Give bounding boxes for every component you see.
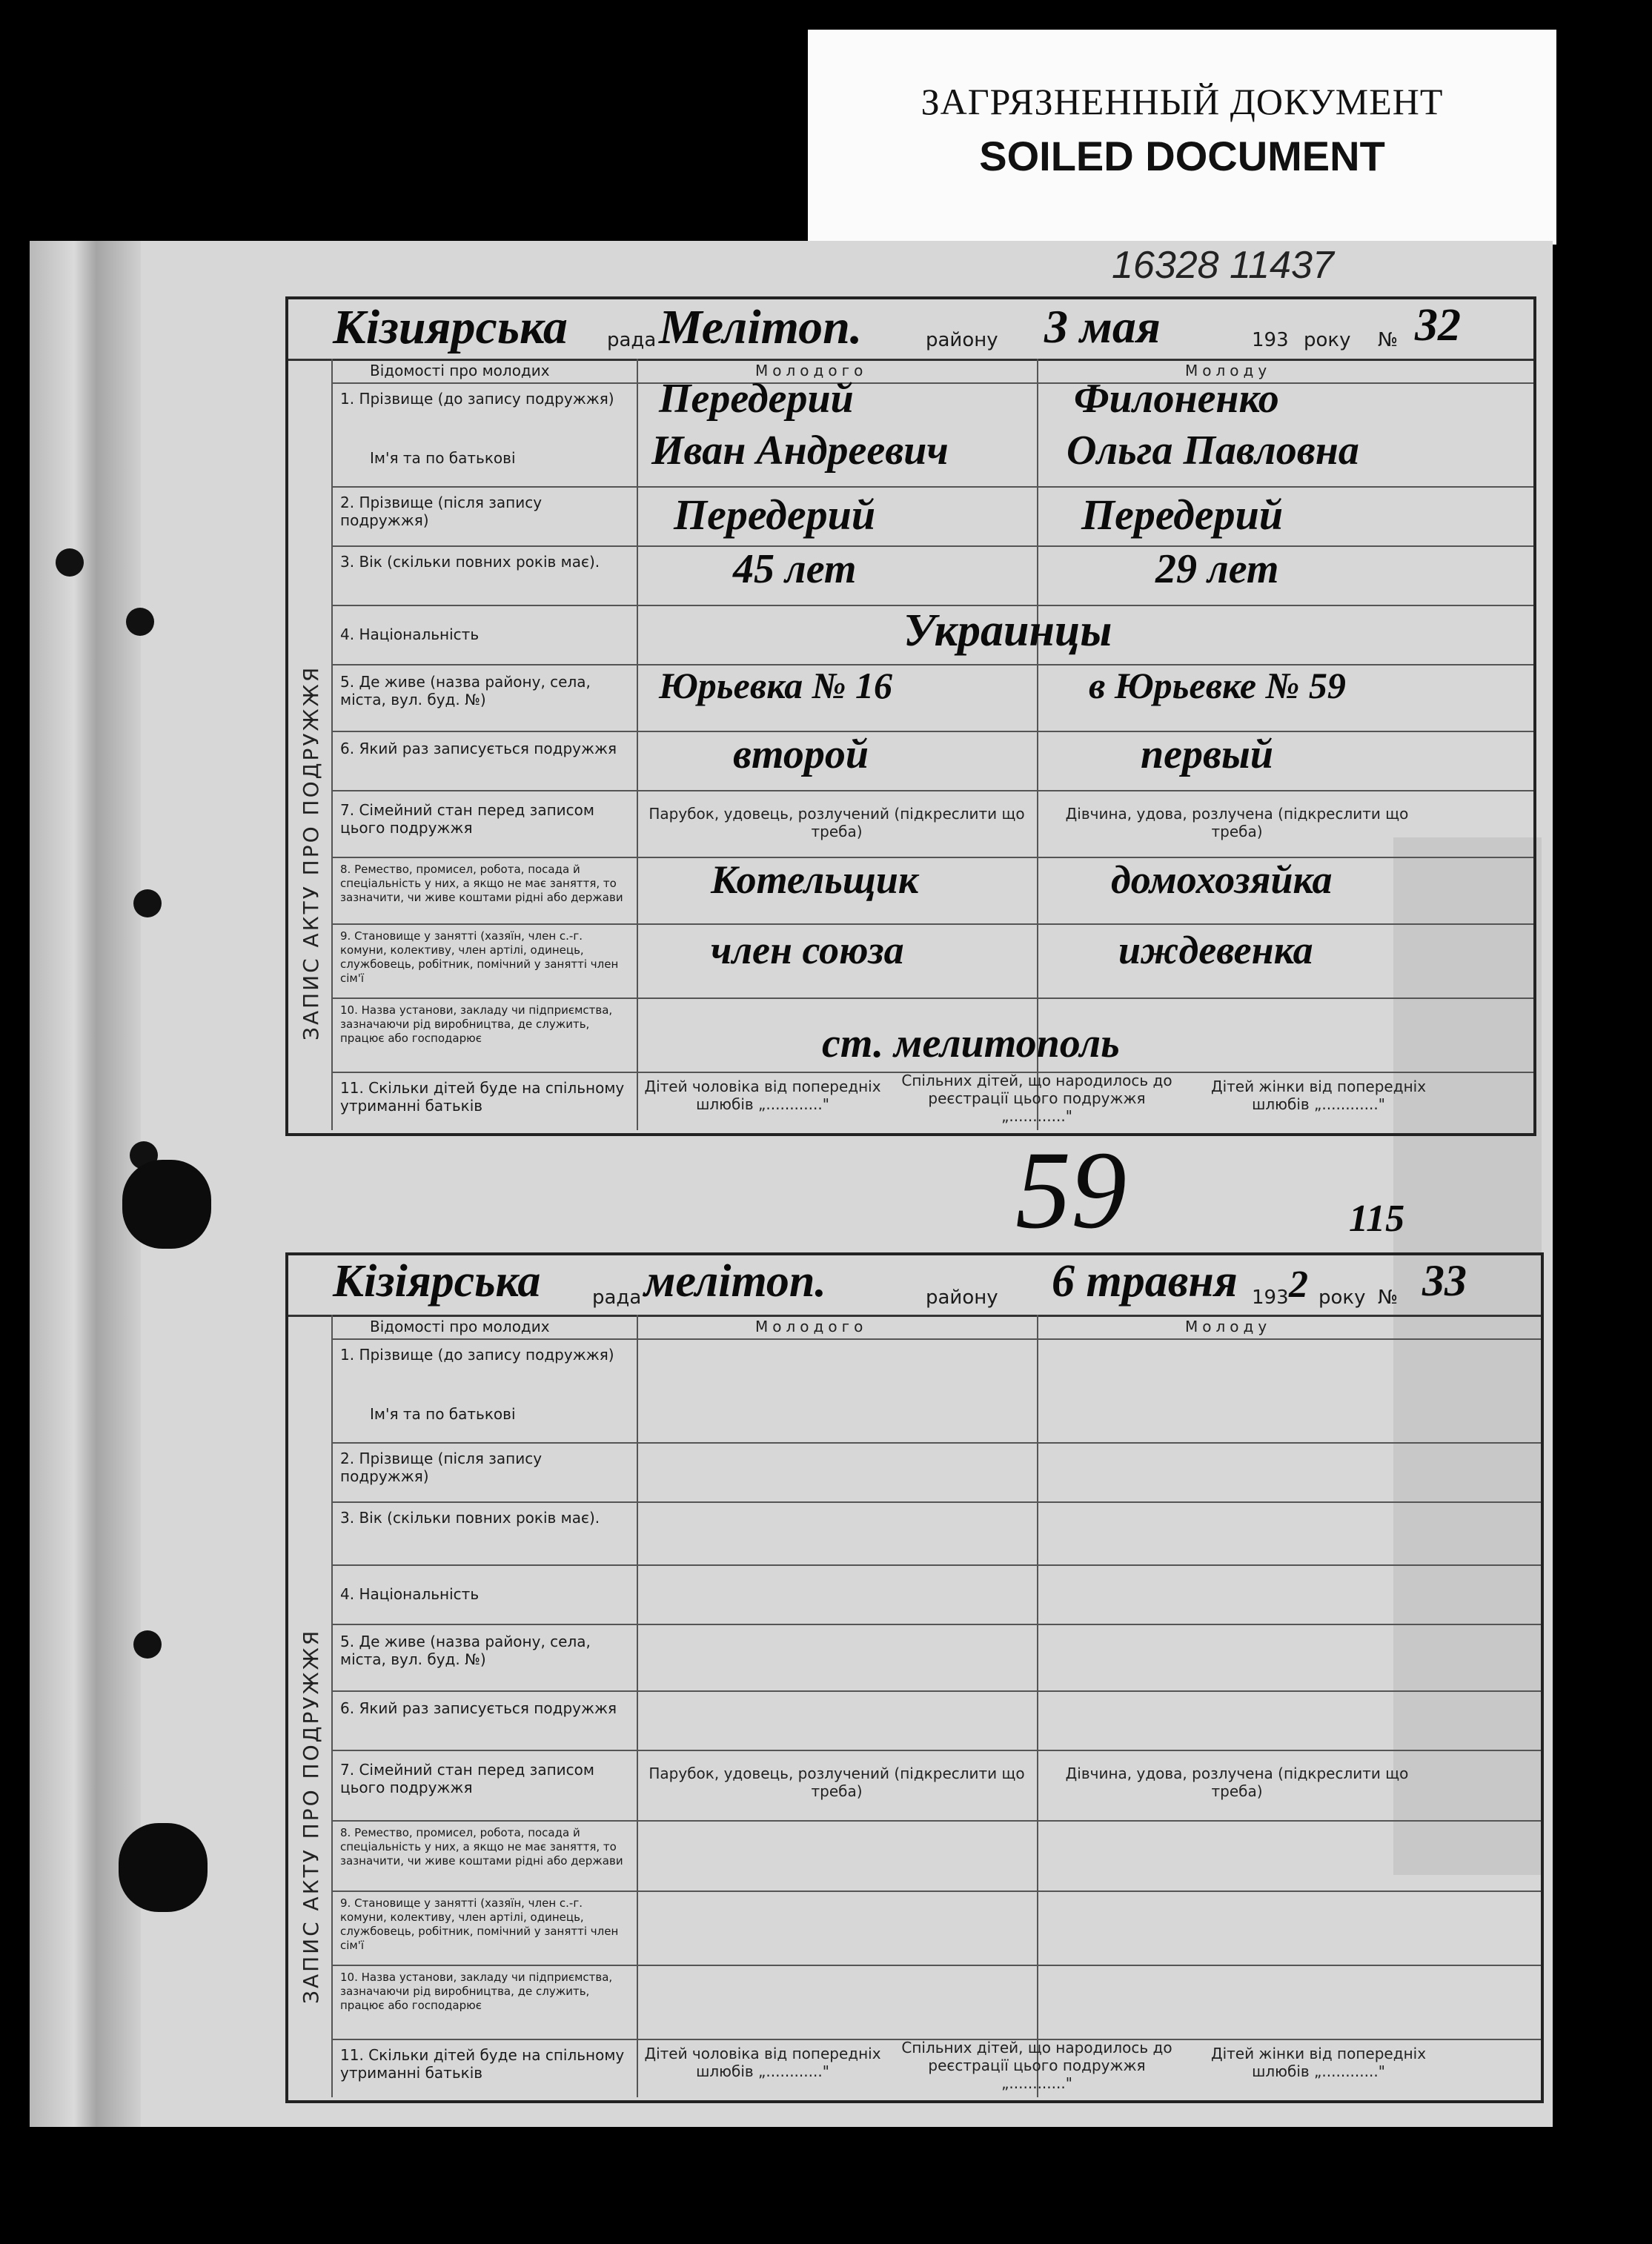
- groom-address: Юрьевка № 16: [659, 665, 893, 706]
- bride-surname-after: Передерий: [1081, 491, 1284, 539]
- question-3: 3. Вік (скільки повних років має).: [340, 553, 600, 571]
- question-9: 9. Становище у занятті (хазяїн, член с.-г. комуни, колективу, член артілі, одинець, службовець, робітник, помічний у занятті член сім'ї: [340, 929, 619, 985]
- row-marital-status: [333, 790, 1533, 858]
- binding-hole: [126, 608, 154, 636]
- bride-header: Молоду: [1185, 1318, 1272, 1335]
- rada-name: Кізиярська: [333, 300, 568, 354]
- groom-job: Котельщик: [711, 857, 919, 902]
- record-date: 6 травня: [1052, 1256, 1238, 1307]
- children-groom: Дітей чоловіка від попередніх шлюбів „............": [644, 1078, 881, 1113]
- info-header: Відомості про молодих: [370, 1318, 550, 1335]
- question-3: 3. Вік (скільки повних років має).: [340, 1509, 600, 1527]
- info-header: Відомості про молодих: [370, 362, 550, 379]
- row-position: [333, 923, 1533, 999]
- bride-position: иждевенка: [1118, 928, 1313, 972]
- groom-status-options: Парубок, удовець, розлучений (підкреслити що треба): [648, 1765, 1025, 1800]
- groom-position: член союза: [711, 928, 904, 972]
- row-surname-after: [333, 1442, 1541, 1503]
- groom-status-options: Парубок, удовець, розлучений (підкреслити що треба): [648, 805, 1025, 840]
- record-number: 33: [1422, 1256, 1467, 1305]
- record-date: 3 мая: [1044, 300, 1161, 353]
- year-label: року: [1304, 329, 1351, 351]
- column-header-row: [333, 1315, 1541, 1340]
- marriage-record-form-2: [285, 1252, 1544, 2103]
- year-prefix: 193: [1252, 1287, 1289, 1309]
- groom-surname-after: Передерий: [674, 491, 876, 539]
- nationality: Украинцы: [903, 605, 1112, 656]
- bride-times: первый: [1141, 731, 1274, 777]
- row-surname-after: [333, 486, 1533, 547]
- year-suffix: 2: [1289, 1264, 1308, 1306]
- question-9: 9. Становище у занятті (хазяїн, член с.-г. комуни, колективу, член артілі, одинець, службовець, робітник, помічний у занятті член сім'ї: [340, 1896, 619, 1952]
- question-10: 10. Назва установи, закладу чи підприємства, зазначаючи рід виробництва, де служить, працює або господарює: [340, 1971, 613, 2012]
- question-7: 7. Сімейний стан перед записом цього подружжя: [340, 1761, 594, 1796]
- groom-age: 45 лет: [733, 546, 857, 592]
- page-number: 115: [1349, 1198, 1405, 1240]
- children-common: Спільних дітей, що народилось до реєстрації цього подружжя „............": [901, 1072, 1172, 1125]
- bride-header: Молоду: [1185, 362, 1272, 379]
- groom-header: Молодого: [755, 1318, 868, 1335]
- number-label: №: [1378, 1287, 1399, 1309]
- question-1b: Ім'я та по батькові: [370, 1405, 516, 1423]
- stamp-line-en: SOILED DOCUMENT: [979, 133, 1385, 179]
- row-times: [333, 1690, 1541, 1751]
- bride-status-options: Дівчина, удова, розлучена (підкреслити що треба): [1065, 805, 1409, 840]
- binding-hole: [133, 1630, 162, 1659]
- year-prefix: 193: [1252, 329, 1289, 351]
- groom-name: Иван Андреевич: [651, 428, 949, 474]
- groom-header: Молодого: [755, 362, 868, 379]
- row-children: [333, 2039, 1541, 2097]
- form-header: [288, 299, 1533, 361]
- record-number: 32: [1415, 300, 1461, 351]
- bride-name: Ольга Павловна: [1066, 428, 1359, 474]
- binding-rivet: [119, 1823, 208, 1912]
- bride-job: домохозяйка: [1111, 857, 1333, 902]
- groom-surname: Передерий: [659, 376, 854, 422]
- row-nationality: [333, 605, 1533, 665]
- question-6: 6. Який раз записується подружжя: [340, 740, 617, 757]
- bride-status-options: Дівчина, удова, розлучена (підкреслити що треба): [1065, 1765, 1409, 1800]
- question-1b: Ім'я та по батькові: [370, 449, 516, 467]
- rayon-label: району: [926, 329, 998, 351]
- row-address: [333, 1624, 1541, 1692]
- question-8: 8. Ремество, промисел, робота, посада й спеціальність у них, а якщо не має заняття, то зазначити, чи живе коштами рідні або держави: [340, 863, 623, 904]
- question-2: 2. Прізвище (після запису подружжя): [340, 1450, 543, 1485]
- row-marital-status: [333, 1750, 1541, 1822]
- bride-surname: Филоненко: [1074, 376, 1279, 422]
- bride-age: 29 лет: [1155, 546, 1279, 592]
- question-4: 4. Національність: [340, 625, 480, 643]
- question-8: 8. Ремество, промисел, робота, посада й спеціальність у них, а якщо не має заняття, то зазначити, чи живе коштами рідні або держави: [340, 1826, 623, 1868]
- row-nationality: [333, 1564, 1541, 1625]
- soiled-document-stamp: [808, 30, 1556, 245]
- rada-label: рада: [607, 329, 657, 351]
- row-occupation: [333, 1820, 1541, 1892]
- question-11: 11. Скільки дітей буде на спільному утриманні батьків: [340, 1079, 625, 1115]
- rada-label: рада: [592, 1287, 642, 1309]
- question-7: 7. Сімейний стан перед записом цього подружжя: [340, 801, 594, 837]
- bride-address: в Юрьевке № 59: [1089, 665, 1346, 706]
- rayon-name: Мелітоп.: [659, 300, 863, 354]
- row-surname-name: [333, 376, 1533, 488]
- column-header-row: [333, 359, 1533, 384]
- rayon-name: мелітоп.: [644, 1256, 826, 1307]
- question-10: 10. Назва установи, закладу чи підприємства, зазначаючи рід виробництва, де служить, працює або господарює: [340, 1003, 613, 1045]
- row-address: [333, 664, 1533, 732]
- year-label: року: [1318, 1287, 1366, 1309]
- question-6: 6. Який раз записується подружжя: [340, 1699, 617, 1717]
- row-times: [333, 731, 1533, 791]
- children-bride: Дітей жінки від попередніх шлюбів „............": [1210, 2045, 1427, 2080]
- question-2: 2. Прізвище (після запису подружжя): [340, 494, 543, 529]
- row-age: [333, 545, 1533, 606]
- question-5: 5. Де живе (назва району, села, міста, вул. буд. №): [340, 1633, 591, 1668]
- children-bride: Дітей жінки від попередніх шлюбів „............": [1210, 1078, 1427, 1113]
- row-occupation: [333, 857, 1533, 925]
- archive-number: 16328 11437: [1112, 244, 1334, 287]
- rada-name: Кізіярська: [333, 1256, 541, 1307]
- groom-times: второй: [733, 731, 869, 777]
- row-age: [333, 1501, 1541, 1566]
- row-workplace: [333, 1965, 1541, 2040]
- binding-hole: [133, 889, 162, 917]
- question-5: 5. Де живе (назва району, села, міста, вул. буд. №): [340, 673, 591, 708]
- row-surname-name: [333, 1338, 1541, 1444]
- stamp-line-ru: ЗАГРЯЗНЕННЫЙ ДОКУМЕНТ: [920, 81, 1444, 122]
- binding-rivet: [122, 1160, 211, 1249]
- children-groom: Дітей чоловіка від попередніх шлюбів „............": [644, 2045, 881, 2080]
- question-1: 1. Прізвище (до запису подружжя): [340, 1346, 614, 1364]
- row-position: [333, 1891, 1541, 1966]
- rayon-label: району: [926, 1287, 998, 1309]
- question-1: 1. Прізвище (до запису подружжя): [340, 390, 614, 408]
- number-label: №: [1378, 329, 1399, 351]
- question-4: 4. Національність: [340, 1585, 480, 1603]
- large-number: 59: [1015, 1129, 1127, 1252]
- row-workplace: [333, 997, 1533, 1073]
- workplace: ст. мелитополь: [822, 1020, 1120, 1066]
- side-title: ЗАПИС АКТУ ПРО ПОДРУЖЖЯ: [299, 1628, 323, 2004]
- children-common: Спільних дітей, що народилось до реєстрації цього подружжя „............": [901, 2039, 1172, 2092]
- side-title: ЗАПИС АКТУ ПРО ПОДРУЖЖЯ: [299, 665, 323, 1040]
- question-11: 11. Скільки дітей буде на спільному утриманні батьків: [340, 2046, 625, 2082]
- row-children: [333, 1072, 1533, 1130]
- marriage-record-form-1: [285, 296, 1536, 1136]
- form-header: [288, 1255, 1541, 1317]
- binding-hole: [56, 548, 84, 577]
